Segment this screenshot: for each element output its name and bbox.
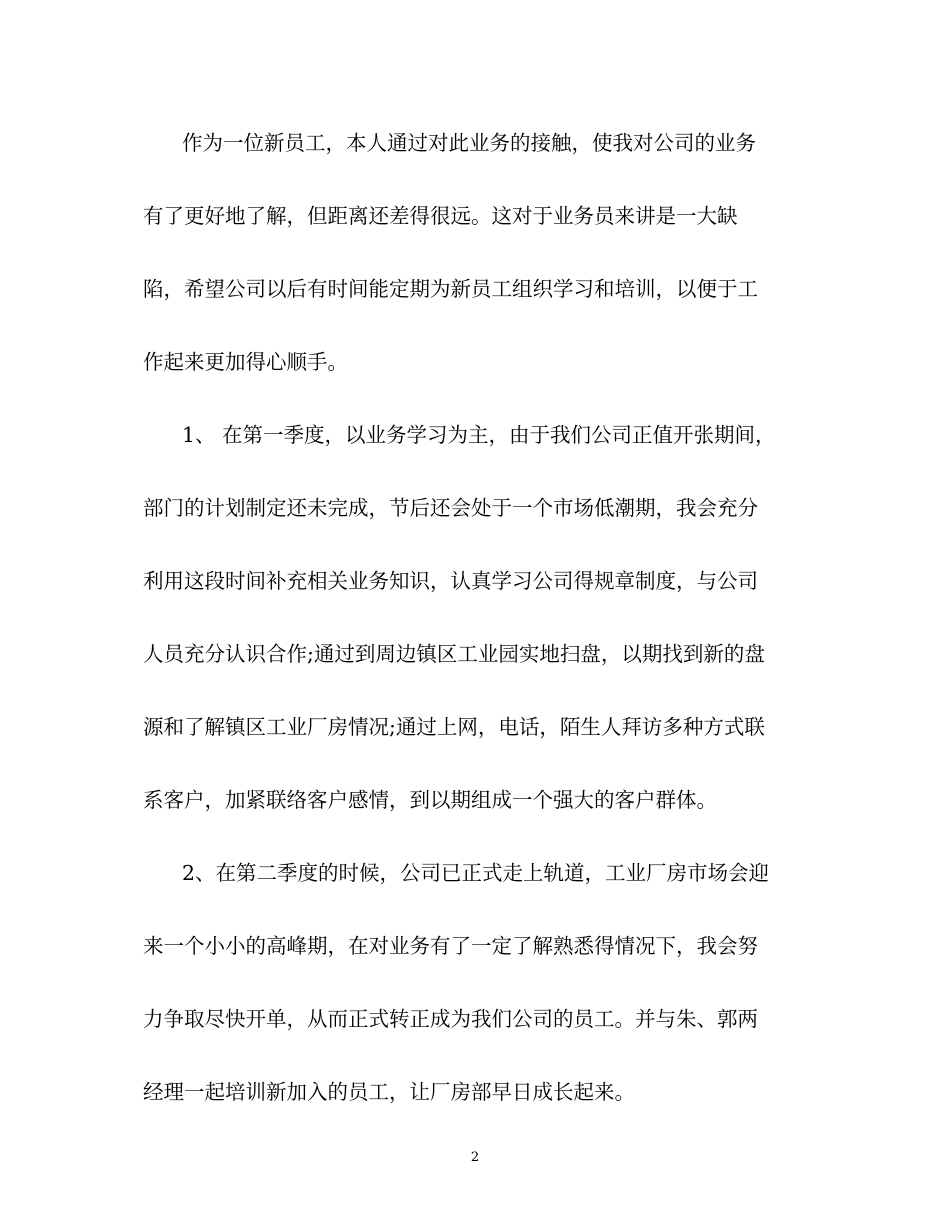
paragraph-3-line-2: 来一个小小的高峰期，在对业务有了一定了解熟悉得情况下，我会努 [143,934,758,958]
paragraph-1-line-3: 陷，希望公司以后有时间能定期为新员工组织学习和培训，以便于工 [143,277,758,301]
paragraph-2-line-1: 1、 在第一季度，以业务学习为主，由于我们公司正值开张期间， [182,423,776,447]
paragraph-1-line-1: 作为一位新员工，本人通过对此业务的接触，使我对公司的业务 [182,131,756,155]
paragraph-2-line-6: 系客户，加紧联络客户感情，到以期组成一个强大的客户群体。 [143,788,717,812]
paragraph-2-line-2: 部门的计划制定还未完成，节后还会处于一个市场低潮期，我会充分 [143,496,758,520]
paragraph-2-line-4: 人员充分认识合作;通过到周边镇区工业园实地扫盘，以期找到新的盘 [143,642,765,666]
paragraph-1-line-4: 作起来更加得心顺手。 [143,350,348,374]
paragraph-3-line-3: 力争取尽快开单，从而正式转正成为我们公司的员工。并与朱、郭两 [143,1007,758,1031]
paragraph-2-line-5: 源和了解镇区工业厂房情况;通过上网，电话，陌生人拜访多种方式联 [143,715,765,739]
paragraph-2-line-3: 利用这段时间补充相关业务知识，认真学习公司得规章制度，与公司 [143,569,758,593]
paragraph-3-line-1: 2、在第二季度的时候，公司已正式走上轨道，工业厂房市场会迎 [182,861,770,885]
paragraph-3-line-4: 经理一起培训新加入的员工，让厂房部早日成长起来。 [143,1080,635,1104]
paragraph-1-line-2: 有了更好地了解，但距离还差得很远。这对于业务员来讲是一大缺 [143,204,738,228]
page-number: 2 [470,1150,480,1165]
